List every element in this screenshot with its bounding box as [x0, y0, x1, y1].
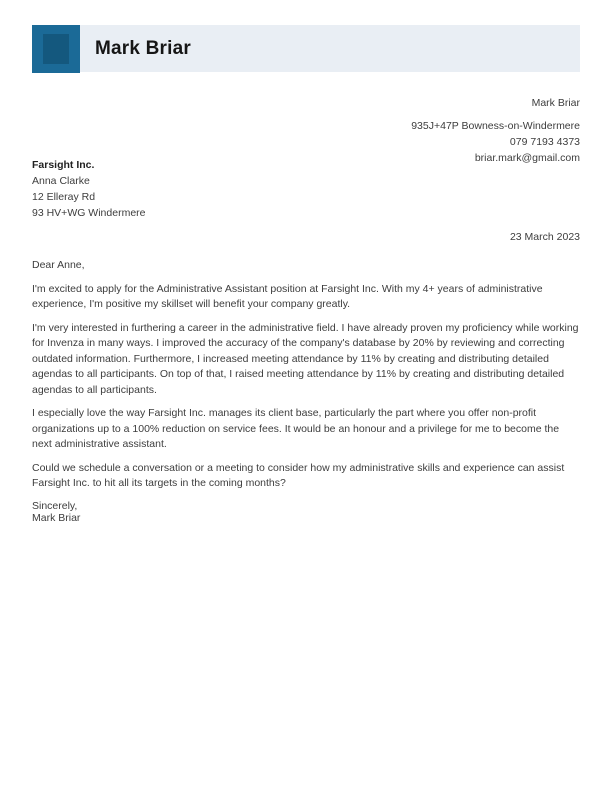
- logo-inner-square: [43, 34, 69, 64]
- recipient-street: 12 Elleray Rd: [32, 191, 96, 203]
- logo-square-icon: [32, 25, 80, 73]
- paragraph-2: I'm very interested in furthering a career in the administrative field. I have already proven my proficiency while working for Invenza in many ways. I improved the accuracy of the company's database by 20% by reviewing and correcting outdated information. Furthermore, I increased meeting attendance by 11% by creating and distributing detailed agendas to all participants. On top of that, I raised meeting attendance by 11% by creating and distributing detailed agendas to all participants.: [32, 321, 579, 396]
- letter-date: 23 March 2023: [509, 231, 580, 243]
- sender-phone: 079 7193 4373: [509, 136, 580, 148]
- header-band: [32, 25, 580, 72]
- page-title: Mark Briar: [95, 38, 191, 59]
- sender-contact-block: [32, 95, 580, 166]
- paragraph-3: I especially love the way Farsight Inc. manages its client base, particularly the part where you offer non-profit organizations up to a 100% reduction on service fees. It would be an honour and a privilege for me to become the next administrative assistant.: [32, 407, 560, 450]
- closing-block: [32, 500, 580, 524]
- salutation: Dear Anne,: [32, 259, 85, 271]
- recipient-block: [32, 157, 580, 221]
- recipient-company: Farsight Inc.: [32, 159, 95, 171]
- recipient-contact-name: Anna Clarke: [32, 175, 90, 187]
- signature: Mark Briar: [32, 511, 81, 524]
- letter-body: [32, 258, 580, 524]
- sender-address: 935J+47P Bowness-on-Windermere: [411, 120, 580, 132]
- closing: Sincerely,: [32, 499, 78, 512]
- sender-email: briar.mark@gmail.com: [474, 152, 580, 164]
- paragraph-1: I'm excited to apply for the Administrative Assistant position at Farsight Inc. With my 4+ years of administrative experience, I'm positive my skillset will benefit your company greatly.: [32, 282, 543, 310]
- recipient-city: 93 HV+WG Windermere: [32, 207, 146, 219]
- paragraph-4: Could we schedule a conversation or a meeting to consider how my administrative skills and experience can assist Farsight Inc. to hit all its targets in the coming months?: [32, 461, 565, 489]
- sender-name: Mark Briar: [531, 97, 580, 109]
